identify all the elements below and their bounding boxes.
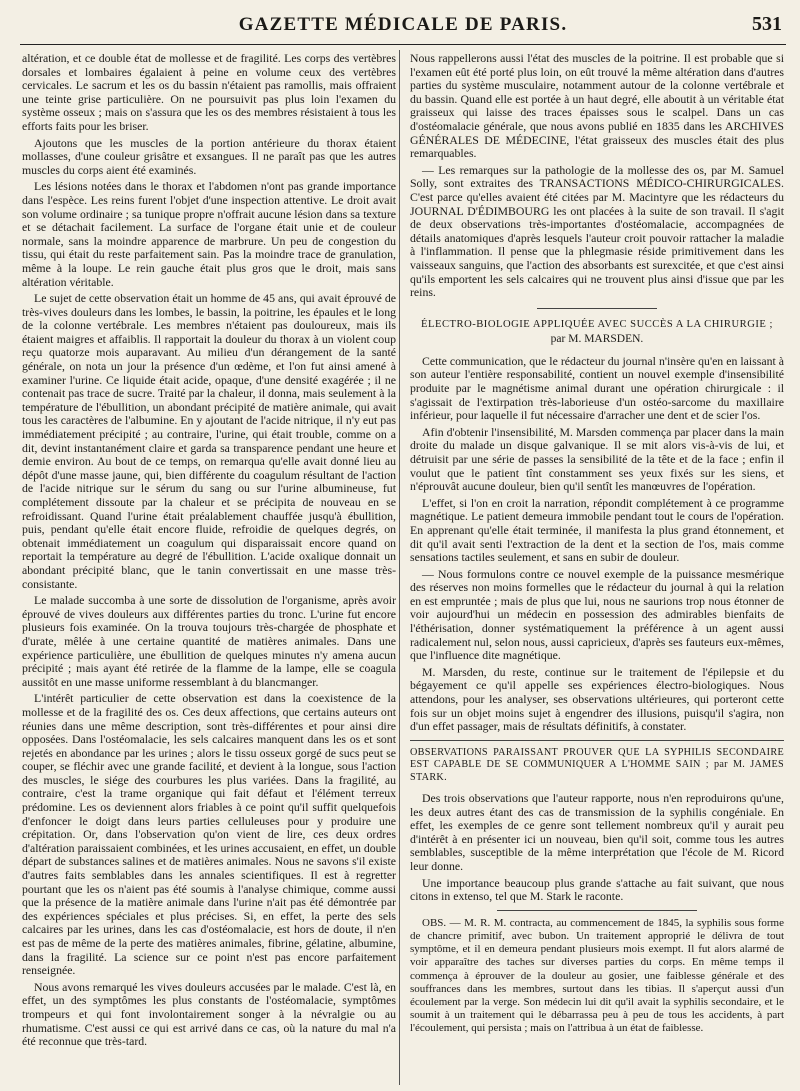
section-rule (537, 308, 657, 309)
page-header (20, 10, 786, 45)
section-rule (497, 910, 697, 911)
right-column (410, 52, 784, 1084)
paragraph: OBS. — M. R. M. contracta, au commencement de 1845, la syphilis sous forme de chancre primitif, avec bubon. Un traitement approprié le délivra de tout symptôme, et il en demeura pendant plusieurs mois exempt. Il fut alors alarmé de voir apparaître des taches sur diverses parties du corps. En même temps il commença à éprouver de la douleur au gosier, une faiblesse générale et des souffrances dans les membres, surtout dans les tibias. Il s'aperçut aussi d'un écoulement par la verge. Son médecin lui dit qu'il avait la syphilis secondaire, et le soumit à un traitement qui le débarrassa peu à peu de tous les accidents, à part l'écoulement, qui persista ; mais on l'attribua à un état de faiblesse. (410, 916, 784, 1035)
paragraph: Une importance beaucoup plus grande s'attache au fait suivant, que nous citons in extenso, tel que M. Stark le raconte. (410, 875, 784, 904)
paragraph: Afin d'obtenir l'insensibilité, M. Marsden commença par placer dans la main droite du malade un disque galvanique. Il se mit alors vis-à-vis de lui, et détruisit par une série de passes la sensibilité de la tête et de la face ; enfin il voulut que le patient tînt constamment ses yeux fixés sur les siens, et n'éprouvât aucune douleur, bien qu'il sentît les manœuvres de l'opération. (410, 424, 784, 494)
paragraph: Cette communication, que le rédacteur du journal n'insère qu'en en laissant à son auteur l'entière responsabilité, contient un nouvel exemple d'insensibilité produite par le magnétisme animal durant une opération chirurgicale : il s'agissait de l'extirpation très-laborieuse d'un ostéo-sarcome du maxillaire inférieur, pour laquelle il fut nécessaire d'arracher une dent et de scier l'os. (410, 353, 784, 423)
paragraph: L'intérêt particulier de cette observation est dans la coexistence de la mollesse et de la fragilité des os. Ces deux affections, que certains auteurs ont réunies dans une même description, sont très-différentes et pour ainsi dire opposées. Dans l'ostéomalacie, les sels calcaires manquent dans les os et sont rejetés en abondance par les urines ; alors le tissu osseux gorgé de sucs peut se couper, se fléchir avec une grande facilité, et devient à la longue, sous l'action des muscles, le siége des courbures les plus variées. Dans la fragilité, au contraire, c'est la trame organique qui fait défaut et l'élément terreux prédomine. Les os deviennent alors friables à ce point qu'il suffit quelquefois d'enfoncer le doigt dans leurs parties celluleuses pour y produire une crépitation. Or, dans l'observation qu'on vient de lire, ces deux ordres d'altération paraissaient combinées, et les urines accusaient, en effet, un double départ de substances salines et de matières animales. Nous ne savons s'il existe d'autres faits semblables dans les annales scientifiques. Il est à regretter pourtant que les os n'aient pas été soumis à l'analyse chimique, comme aussi que la présence de la matière animale dans l'urine n'ait pas été démontrée par des expériences spéciales et plus précises. Si, en effet, la perte des sels calcaires par les urines, dans les cas d'ostéomalacie, est hors de doute, il n'en est pas de même de la perte des matières animales, fibrine, gélatine, albumine, dans la fragilité. La science sur ce point n'est pas encore parfaitement renseignée. (22, 691, 396, 978)
section-title: ÉLECTRO-BIOLOGIE APPLIQUÉE AVEC SUCCÈS A LA CHIRURGIE ; (421, 318, 773, 330)
paragraph: Le malade succomba à une sorte de dissolution de l'organisme, après avoir éprouvé de vives douleurs aux différentes parties du tronc. L'urine fut encore plusieurs fois examinée. On la trouva toujours très-chargée de phosphate et d'urate, mêlée à une certaine quantité de matières animales. Dans une expérience particulière, une ébullition de quelques minutes n'y amena aucun précipité ; mais ayant été retirée de la flamme de la lampe, elle se coagula aussitôt en une masse uniforme ressemblant à du blancmanger. (22, 593, 396, 689)
section-title: OBSERVATIONS PARAISSANT PROUVER QUE LA SYPHILIS SECONDAIRE EST CAPABLE DE SE COMMUNIQUER A L'HOMME SAIN ; par M. JAMES STARK. (410, 746, 784, 783)
column-divider (399, 50, 400, 1085)
paragraph: altération, et ce double état de mollesse et de fragilité. Les corps des vertèbres dorsales et lombaires égalaient à peine en volume ceux des vertèbres cervicales. Le sacrum et les os du bassin n'étaient pas ramollis, mais offraient une teinte grise particulière. On ne poursuivit pas plus loin l'examen du système osseux ; mais on s'assura que les os des membres résistaient à tous les efforts faits pour les briser. (22, 52, 396, 133)
paragraph: Les lésions notées dans le thorax et l'abdomen n'ont pas grande importance dans l'espèce. Les reins furent l'objet d'une inspection attentive. Le droit avait son volume ordinaire ; sa tunique propre n'offrait aucune lésion dans sa texture et se détachait facilement. La surface de l'organe était unie et de couleur normale, sans la moindre apparence de marbrure. Un peu de congestion du tissu, qui était du reste parfaitement sain. Pas la moindre trace de granulation, même à la loupe. Le rein gauche était plus gros que le droit, mais sans altération véritable. (22, 179, 396, 289)
section-author: par M. MARSDEN. (550, 333, 644, 346)
journal-title: GAZETTE MÉDICALE DE PARIS. (238, 14, 568, 35)
paragraph: — Nous formulons contre ce nouvel exemple de la puissance mesmérique des réserves non moins formelles que le rédacteur du journal à qui la relation en est empruntée ; mais de plus que lui, nous ne saurions trop nous étonner de voir aujourd'hui un médecin en possession des admirables bienfaits de l'éthérisation, donner systématiquement la préférence à un agent aussi radicalement nul, selon nous, aussi capricieux, d'après ses fauteurs eux-mêmes, que l'influence dite magnétique. (410, 566, 784, 663)
paragraph: Des trois observations que l'auteur rapporte, nous n'en reproduirons qu'une, les deux autres étant des cas de transmission de la syphilis congéniale. En effet, les exemples de ce genre sont tellement nombreux qu'il y aurait peu d'intérêt à en présenter ici un nouveau, bien qu'il soit, comme tous les autres semblables, susceptible de la même interprétation que l'école de M. Ricord leur donne. (410, 791, 784, 873)
paragraph: Le sujet de cette observation était un homme de 45 ans, qui avait éprouvé de très-vives douleurs dans les lombes, le bassin, la poitrine, les épaules et le long de la colonne vertébrale. Les membres n'étaient pas douloureux, mais ils étaient maigres et affaiblis. Il rapportait la douleur du thorax à un violent coup reçu quatorze mois auparavant. Au milieu d'un dérangement de la santé générale, on nota un jour la présence d'un œdème, et l'on fut ainsi amené à examiner l'urine. Ce liquide était acide, opaque, d'une densité exagérée ; il ne contenait pas trace de sucre. Traité par la chaleur, il donna, mais seulement à la température de l'ébullition, un abondant précipité de matière animale, qui avait tous les caractères de l'albumine. En y ajoutant de l'acide nitrique, il n'y eut pas immédiatement précipité ; au contraire, l'urine, qui était trouble, comme on a dit, devint instantanément claire et garda sa transparence pendant une heure et demie environ. Au bout de ce temps, on remarqua qu'elle avait donné lieu au dépôt d'une masse jaune, qui, bien différente du coagulum résultant de l'action de l'acide nitrique sur le sérum du sang ou sur l'urine albumineuse, fut complétement dissoute par la chaleur et se précipita de nouveau en se refroidissant. Quand l'urine était préalablement chauffée jusqu'à ébullition, puis, pendant qu'elle était encore fluide, refroidie de quelques degrés, on obtenait immédiatement un coagulum qui disparaissait encore quand on reportait la température au degré de l'ébullition. L'acide oxalique donnait un abondant précipité blanc, que le tanin convertissait en une masse très-consistante. (22, 291, 396, 591)
paragraph: Nous rappellerons aussi l'état des muscles de la poitrine. Il est probable que si l'examen eût été porté plus loin, on eût trouvé la même altération dans d'autres parties du système musculaire, notamment autour de la colonne vertébrale et du bassin. Quand elle est portée à un haut degré, elle aboutit à un véritable état graisseux qui laisse des traces épaisses sous le scalpel. Dans un cas d'ostéomalacie générale, que nous avons publié en 1835 dans les ARCHIVES GÉNÉRALES DE MÉDECINE, l'état graisseux des muscles était des plus remarquables. (410, 52, 784, 161)
section-rule (410, 740, 784, 741)
paragraph: L'effet, si l'on en croit la narration, répondit complétement à ce programme magnétique. Le patient demeura immobile pendant tout le cours de l'opération. En apprenant qu'elle était terminée, il manifesta la plus grand étonnement, et dit qu'il avait senti l'extraction de la dent et la section de l'os, mais comme sensations tactiles seulement, et sans en subir de douleur. (410, 495, 784, 565)
paragraph: Nous avons remarqué les vives douleurs accusées par le malade. C'est là, en effet, un des symptômes les plus constants de l'ostéomalacie, symptômes trompeurs et qui font involontairement songer à la névralgie ou au rhumatisme. C'est aussi ce qui est arrivé dans ce cas, où la nature du mal n'a été reconnue que très-tard. (22, 979, 396, 1049)
left-column (22, 52, 396, 1084)
paragraph: M. Marsden, du reste, continue sur le traitement de l'épilepsie et du bégayement ce qu'il appelle ses expériences électro-biologiques. Nous attendons, pour les analyser, ses observations ultérieures, qui porteront cette fois sur un objet moins sujet à engendrer des illusions, puisqu'il s'agira, non d'un effet passager, mais de résultats définitifs, à constater. (410, 664, 784, 734)
paragraph: — Les remarques sur la pathologie de la mollesse des os, par M. Samuel Solly, sont extraites des TRANSACTIONS MÉDICO-CHIRURGICALES. C'est parce qu'elles avaient été citées par M. Macintyre que les rédacteurs du JOURNAL D'ÉDIMBOURG les ont placées à la suite de son travail. Il s'agit de deux observations très-importantes d'ostéomalacie, accompagnées de détails anatomiques d'après lesquels l'auteur croit pouvoir rattacher la maladie à l'inflammation. Il pense que la phlegmasie réside primitivement dans les vaisseaux sanguins, que l'action des absorbants est surexcitée, et que c'est ainsi qu'ils emportent les sels calcaires qui ne trouvent plus ainsi d'issue que par les reins. (410, 162, 784, 300)
page-number: 531 (752, 13, 782, 35)
paragraph: Ajoutons que les muscles de la portion antérieure du thorax étaient mollasses, d'une couleur grisâtre et exsangues. Il ne paraît pas que les autres muscles du corps aient été examinés. (22, 135, 396, 177)
